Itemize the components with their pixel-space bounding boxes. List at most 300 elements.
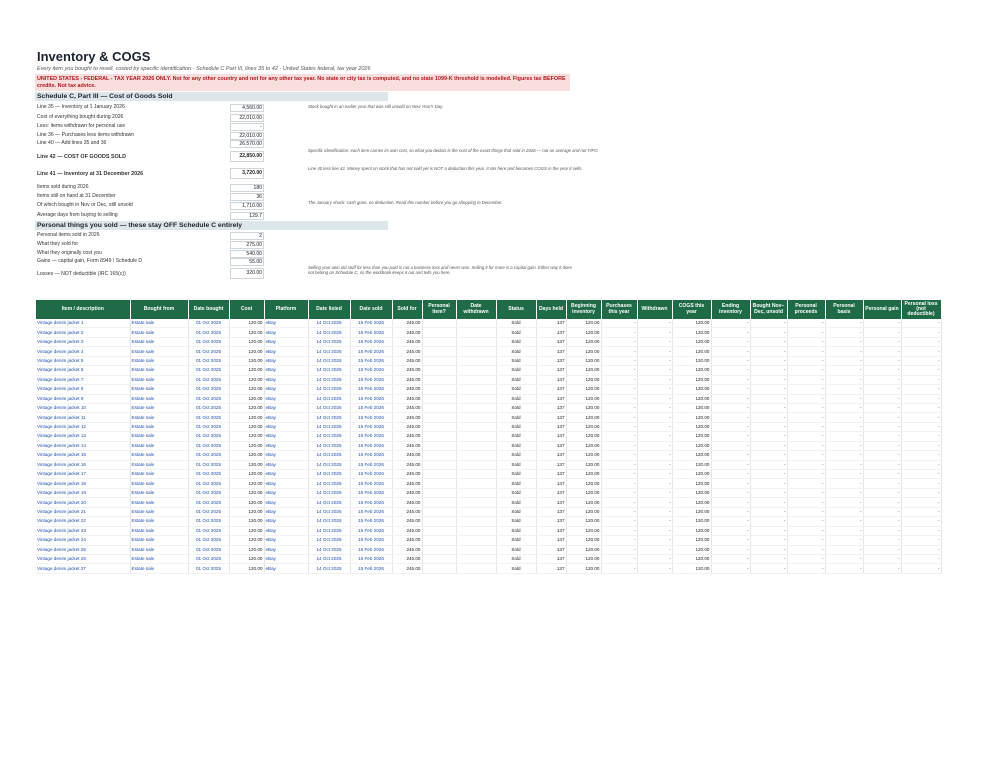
column-header[interactable]: Platform bbox=[264, 300, 308, 319]
table-row[interactable] bbox=[36, 413, 941, 422]
table-cell[interactable]: - bbox=[750, 507, 787, 516]
table-cell[interactable] bbox=[422, 554, 456, 563]
table-cell[interactable]: 120.00 bbox=[566, 545, 601, 554]
table-row[interactable] bbox=[36, 545, 941, 554]
table-cell[interactable]: Estate sale bbox=[130, 441, 188, 450]
table-cell[interactable]: - bbox=[601, 526, 637, 535]
cogs-value-items-sold[interactable]: 180 bbox=[230, 184, 264, 192]
table-cell[interactable]: Vintage denim jacket 18 bbox=[36, 479, 130, 488]
table-cell[interactable]: - bbox=[787, 451, 825, 460]
table-cell[interactable]: 01 Oct 2025 bbox=[188, 403, 229, 412]
table-cell[interactable]: Estate sale bbox=[130, 356, 188, 365]
table-cell[interactable]: - bbox=[825, 347, 863, 356]
table-cell[interactable]: 120.00 bbox=[672, 413, 711, 422]
table-cell[interactable]: 137 bbox=[536, 545, 566, 554]
table-cell[interactable]: 137 bbox=[536, 413, 566, 422]
table-cell[interactable]: - bbox=[787, 536, 825, 545]
table-cell[interactable]: Vintage denim jacket 8 bbox=[36, 385, 130, 394]
table-cell[interactable]: - bbox=[750, 564, 787, 573]
table-cell[interactable]: eBay bbox=[264, 422, 308, 431]
table-cell[interactable]: Sold bbox=[496, 488, 536, 497]
table-cell[interactable] bbox=[422, 470, 456, 479]
table-cell[interactable]: - bbox=[750, 347, 787, 356]
table-cell[interactable]: - bbox=[750, 498, 787, 507]
table-cell[interactable]: 245.00 bbox=[392, 536, 422, 545]
table-cell[interactable]: 01 Oct 2025 bbox=[188, 432, 229, 441]
table-cell[interactable]: 137 bbox=[536, 394, 566, 403]
table-cell[interactable]: - bbox=[750, 441, 787, 450]
table-cell[interactable]: - bbox=[901, 441, 941, 450]
column-header[interactable]: Personal gain bbox=[863, 300, 901, 319]
table-cell[interactable]: 137 bbox=[536, 507, 566, 516]
table-cell[interactable]: - bbox=[750, 394, 787, 403]
table-cell[interactable]: 120.00 bbox=[672, 441, 711, 450]
table-cell[interactable] bbox=[422, 366, 456, 375]
table-cell[interactable]: Vintage denim jacket 14 bbox=[36, 441, 130, 450]
table-cell[interactable]: 15 Feb 2026 bbox=[350, 347, 392, 356]
table-cell[interactable]: - bbox=[901, 470, 941, 479]
table-cell[interactable]: - bbox=[711, 413, 750, 422]
table-cell[interactable]: 120.00 bbox=[229, 488, 264, 497]
table-cell[interactable]: 120.00 bbox=[672, 488, 711, 497]
table-cell[interactable]: 120.00 bbox=[672, 545, 711, 554]
table-cell[interactable]: - bbox=[711, 507, 750, 516]
table-cell[interactable]: 245.00 bbox=[392, 451, 422, 460]
table-cell[interactable]: - bbox=[825, 413, 863, 422]
table-cell[interactable]: Vintage denim jacket 11 bbox=[36, 413, 130, 422]
table-cell[interactable]: 14 Oct 2025 bbox=[308, 337, 350, 346]
table-cell[interactable]: 15 Feb 2026 bbox=[350, 564, 392, 573]
table-cell[interactable]: 120.00 bbox=[566, 403, 601, 412]
table-cell[interactable]: - bbox=[637, 403, 672, 412]
table-cell[interactable] bbox=[422, 432, 456, 441]
table-cell[interactable]: 137 bbox=[536, 564, 566, 573]
table-cell[interactable]: 120.00 bbox=[229, 545, 264, 554]
table-cell[interactable]: - bbox=[863, 479, 901, 488]
column-header[interactable]: COGS this year bbox=[672, 300, 711, 319]
table-cell[interactable]: - bbox=[825, 451, 863, 460]
table-cell[interactable]: 120.00 bbox=[566, 479, 601, 488]
table-cell[interactable]: - bbox=[750, 375, 787, 384]
table-cell[interactable]: 120.00 bbox=[229, 328, 264, 337]
table-cell[interactable]: - bbox=[901, 337, 941, 346]
table-cell[interactable]: Estate sale bbox=[130, 507, 188, 516]
table-cell[interactable]: 120.00 bbox=[566, 375, 601, 384]
table-cell[interactable]: eBay bbox=[264, 564, 308, 573]
table-cell[interactable] bbox=[456, 460, 496, 469]
table-cell[interactable] bbox=[456, 517, 496, 526]
table-row[interactable] bbox=[36, 403, 941, 412]
column-header[interactable]: Personal basis bbox=[825, 300, 863, 319]
table-cell[interactable]: - bbox=[863, 545, 901, 554]
table-cell[interactable]: - bbox=[901, 507, 941, 516]
table-cell[interactable]: 120.00 bbox=[566, 554, 601, 563]
table-cell[interactable]: Estate sale bbox=[130, 545, 188, 554]
table-cell[interactable]: 120.00 bbox=[566, 517, 601, 526]
table-row[interactable] bbox=[36, 488, 941, 497]
table-cell[interactable]: 15 Feb 2026 bbox=[350, 488, 392, 497]
table-cell[interactable]: 01 Oct 2025 bbox=[188, 356, 229, 365]
table-cell[interactable]: 120.00 bbox=[672, 375, 711, 384]
table-row[interactable] bbox=[36, 422, 941, 431]
table-cell[interactable]: 137 bbox=[536, 347, 566, 356]
table-cell[interactable]: Vintage denim jacket 5 bbox=[36, 356, 130, 365]
table-cell[interactable]: 14 Oct 2025 bbox=[308, 385, 350, 394]
table-cell[interactable]: 14 Oct 2025 bbox=[308, 517, 350, 526]
table-cell[interactable]: Sold bbox=[496, 536, 536, 545]
table-cell[interactable]: 01 Oct 2025 bbox=[188, 394, 229, 403]
table-cell[interactable]: - bbox=[637, 337, 672, 346]
table-cell[interactable]: - bbox=[863, 366, 901, 375]
table-cell[interactable]: - bbox=[711, 460, 750, 469]
table-cell[interactable]: Estate sale bbox=[130, 536, 188, 545]
table-cell[interactable]: 01 Oct 2025 bbox=[188, 498, 229, 507]
table-cell[interactable]: 245.00 bbox=[392, 460, 422, 469]
table-cell[interactable]: 245.00 bbox=[392, 403, 422, 412]
table-cell[interactable]: 120.00 bbox=[566, 470, 601, 479]
table-cell[interactable]: 01 Oct 2025 bbox=[188, 319, 229, 328]
table-cell[interactable]: 245.00 bbox=[392, 507, 422, 516]
table-cell[interactable]: - bbox=[863, 328, 901, 337]
table-cell[interactable]: - bbox=[825, 441, 863, 450]
table-cell[interactable]: - bbox=[901, 460, 941, 469]
table-cell[interactable] bbox=[422, 451, 456, 460]
table-cell[interactable]: Sold bbox=[496, 366, 536, 375]
table-cell[interactable]: - bbox=[901, 347, 941, 356]
table-cell[interactable]: 01 Oct 2025 bbox=[188, 554, 229, 563]
table-cell[interactable] bbox=[422, 460, 456, 469]
table-cell[interactable]: 120.00 bbox=[672, 507, 711, 516]
table-row[interactable] bbox=[36, 394, 941, 403]
table-row[interactable] bbox=[36, 337, 941, 346]
table-cell[interactable]: - bbox=[601, 403, 637, 412]
table-cell[interactable]: 120.00 bbox=[672, 394, 711, 403]
table-cell[interactable]: - bbox=[787, 403, 825, 412]
table-cell[interactable]: Vintage denim jacket 10 bbox=[36, 403, 130, 412]
table-cell[interactable]: 245.00 bbox=[392, 432, 422, 441]
table-cell[interactable]: 120.00 bbox=[672, 564, 711, 573]
table-cell[interactable]: - bbox=[901, 385, 941, 394]
table-cell[interactable]: 137 bbox=[536, 441, 566, 450]
table-cell[interactable]: 120.00 bbox=[672, 403, 711, 412]
table-cell[interactable]: - bbox=[787, 319, 825, 328]
table-row[interactable] bbox=[36, 564, 941, 573]
table-cell[interactable]: - bbox=[601, 385, 637, 394]
table-cell[interactable]: 120.00 bbox=[229, 526, 264, 535]
table-cell[interactable] bbox=[456, 479, 496, 488]
table-cell[interactable] bbox=[422, 394, 456, 403]
table-cell[interactable]: 01 Oct 2025 bbox=[188, 441, 229, 450]
table-cell[interactable]: 120.00 bbox=[229, 441, 264, 450]
table-cell[interactable]: - bbox=[863, 375, 901, 384]
table-cell[interactable]: - bbox=[601, 564, 637, 573]
table-cell[interactable]: - bbox=[825, 356, 863, 365]
table-cell[interactable]: Estate sale bbox=[130, 347, 188, 356]
table-cell[interactable]: - bbox=[825, 554, 863, 563]
table-cell[interactable]: - bbox=[711, 470, 750, 479]
table-cell[interactable]: 245.00 bbox=[392, 422, 422, 431]
cogs-value-nov-dec[interactable]: 1,710.00 bbox=[230, 202, 264, 210]
table-cell[interactable]: 01 Oct 2025 bbox=[188, 536, 229, 545]
table-cell[interactable]: 120.00 bbox=[672, 347, 711, 356]
table-cell[interactable]: 120.00 bbox=[229, 413, 264, 422]
table-cell[interactable]: - bbox=[601, 470, 637, 479]
table-cell[interactable]: - bbox=[637, 328, 672, 337]
table-cell[interactable]: - bbox=[750, 451, 787, 460]
table-cell[interactable]: - bbox=[750, 536, 787, 545]
table-cell[interactable]: - bbox=[601, 517, 637, 526]
table-cell[interactable]: - bbox=[863, 526, 901, 535]
table-cell[interactable]: 120.00 bbox=[229, 385, 264, 394]
table-cell[interactable]: 245.00 bbox=[392, 375, 422, 384]
cogs-value-purchases[interactable]: 22,010.00 bbox=[230, 114, 264, 122]
table-cell[interactable]: 14 Oct 2025 bbox=[308, 319, 350, 328]
column-header[interactable]: Withdrawn bbox=[637, 300, 672, 319]
table-cell[interactable]: 14 Oct 2025 bbox=[308, 413, 350, 422]
table-cell[interactable]: 120.00 bbox=[229, 432, 264, 441]
table-cell[interactable]: - bbox=[637, 545, 672, 554]
table-cell[interactable]: - bbox=[750, 554, 787, 563]
table-cell[interactable]: Vintage denim jacket 27 bbox=[36, 564, 130, 573]
table-cell[interactable]: Sold bbox=[496, 545, 536, 554]
table-cell[interactable]: - bbox=[863, 451, 901, 460]
table-cell[interactable]: 01 Oct 2025 bbox=[188, 375, 229, 384]
table-cell[interactable]: 01 Oct 2025 bbox=[188, 451, 229, 460]
table-cell[interactable]: 245.00 bbox=[392, 356, 422, 365]
table-cell[interactable]: - bbox=[787, 356, 825, 365]
table-cell[interactable]: 120.00 bbox=[672, 356, 711, 365]
table-cell[interactable]: - bbox=[750, 422, 787, 431]
table-cell[interactable] bbox=[422, 403, 456, 412]
table-cell[interactable]: eBay bbox=[264, 526, 308, 535]
table-row[interactable] bbox=[36, 470, 941, 479]
table-cell[interactable]: 14 Oct 2025 bbox=[308, 375, 350, 384]
table-cell[interactable]: - bbox=[787, 545, 825, 554]
table-cell[interactable]: - bbox=[637, 498, 672, 507]
table-cell[interactable]: - bbox=[863, 337, 901, 346]
table-cell[interactable]: 137 bbox=[536, 517, 566, 526]
table-cell[interactable]: 120.00 bbox=[566, 385, 601, 394]
table-cell[interactable]: - bbox=[750, 517, 787, 526]
table-cell[interactable]: eBay bbox=[264, 356, 308, 365]
table-cell[interactable]: - bbox=[750, 403, 787, 412]
table-cell[interactable]: - bbox=[750, 526, 787, 535]
table-row[interactable] bbox=[36, 375, 941, 384]
table-cell[interactable]: - bbox=[711, 545, 750, 554]
table-cell[interactable]: Estate sale bbox=[130, 422, 188, 431]
table-row[interactable] bbox=[36, 451, 941, 460]
table-cell[interactable]: 01 Oct 2025 bbox=[188, 507, 229, 516]
table-cell[interactable]: Sold bbox=[496, 422, 536, 431]
table-cell[interactable]: - bbox=[601, 479, 637, 488]
table-cell[interactable]: - bbox=[863, 356, 901, 365]
table-row[interactable] bbox=[36, 432, 941, 441]
table-cell[interactable]: 120.00 bbox=[566, 432, 601, 441]
table-cell[interactable]: 120.00 bbox=[672, 422, 711, 431]
table-cell[interactable]: eBay bbox=[264, 488, 308, 497]
table-cell[interactable]: - bbox=[787, 337, 825, 346]
table-cell[interactable]: 15 Feb 2026 bbox=[350, 554, 392, 563]
table-cell[interactable]: eBay bbox=[264, 517, 308, 526]
table-cell[interactable]: 15 Feb 2026 bbox=[350, 375, 392, 384]
table-cell[interactable]: Estate sale bbox=[130, 470, 188, 479]
table-cell[interactable]: eBay bbox=[264, 479, 308, 488]
table-cell[interactable]: - bbox=[750, 366, 787, 375]
table-row[interactable] bbox=[36, 536, 941, 545]
table-cell[interactable]: eBay bbox=[264, 319, 308, 328]
table-cell[interactable] bbox=[456, 488, 496, 497]
table-cell[interactable]: - bbox=[787, 422, 825, 431]
table-cell[interactable]: - bbox=[637, 394, 672, 403]
personal-value-cost[interactable]: 540.00 bbox=[230, 250, 264, 258]
table-cell[interactable]: 01 Oct 2025 bbox=[188, 328, 229, 337]
table-cell[interactable]: - bbox=[901, 564, 941, 573]
cogs-value-line40[interactable]: 26,570.00 bbox=[230, 140, 264, 148]
table-cell[interactable]: eBay bbox=[264, 432, 308, 441]
table-cell[interactable]: 137 bbox=[536, 319, 566, 328]
table-cell[interactable]: 14 Oct 2025 bbox=[308, 356, 350, 365]
table-cell[interactable]: 15 Feb 2026 bbox=[350, 536, 392, 545]
table-cell[interactable]: eBay bbox=[264, 451, 308, 460]
table-cell[interactable]: 15 Feb 2026 bbox=[350, 422, 392, 431]
column-header[interactable]: Personal proceeds bbox=[787, 300, 825, 319]
table-cell[interactable] bbox=[456, 337, 496, 346]
table-cell[interactable]: 245.00 bbox=[392, 366, 422, 375]
table-cell[interactable]: 120.00 bbox=[229, 470, 264, 479]
table-cell[interactable]: 15 Feb 2026 bbox=[350, 385, 392, 394]
table-cell[interactable] bbox=[422, 564, 456, 573]
table-cell[interactable]: Vintage denim jacket 19 bbox=[36, 488, 130, 497]
table-cell[interactable]: - bbox=[637, 432, 672, 441]
column-header[interactable]: Cost bbox=[229, 300, 264, 319]
table-cell[interactable]: Estate sale bbox=[130, 526, 188, 535]
table-cell[interactable]: - bbox=[863, 536, 901, 545]
table-cell[interactable]: 14 Oct 2025 bbox=[308, 328, 350, 337]
table-cell[interactable] bbox=[422, 441, 456, 450]
table-cell[interactable]: 245.00 bbox=[392, 517, 422, 526]
table-cell[interactable]: - bbox=[901, 545, 941, 554]
table-cell[interactable]: Sold bbox=[496, 319, 536, 328]
table-cell[interactable]: Sold bbox=[496, 356, 536, 365]
table-row[interactable] bbox=[36, 554, 941, 563]
table-cell[interactable]: - bbox=[637, 366, 672, 375]
table-cell[interactable]: 137 bbox=[536, 554, 566, 563]
table-cell[interactable]: - bbox=[825, 403, 863, 412]
table-cell[interactable]: Vintage denim jacket 13 bbox=[36, 432, 130, 441]
table-cell[interactable]: Estate sale bbox=[130, 460, 188, 469]
table-cell[interactable]: 15 Feb 2026 bbox=[350, 403, 392, 412]
table-cell[interactable]: 137 bbox=[536, 488, 566, 497]
table-cell[interactable]: Estate sale bbox=[130, 319, 188, 328]
table-cell[interactable]: Sold bbox=[496, 479, 536, 488]
table-cell[interactable]: Estate sale bbox=[130, 479, 188, 488]
table-cell[interactable]: Vintage denim jacket 23 bbox=[36, 526, 130, 535]
table-cell[interactable]: - bbox=[787, 441, 825, 450]
table-cell[interactable]: - bbox=[750, 460, 787, 469]
table-cell[interactable]: 245.00 bbox=[392, 564, 422, 573]
table-cell[interactable]: 120.00 bbox=[672, 337, 711, 346]
table-cell[interactable]: 01 Oct 2025 bbox=[188, 564, 229, 573]
table-cell[interactable]: Estate sale bbox=[130, 413, 188, 422]
table-cell[interactable] bbox=[456, 545, 496, 554]
table-cell[interactable]: - bbox=[901, 488, 941, 497]
column-header[interactable]: Personal item? bbox=[422, 300, 456, 319]
table-cell[interactable]: - bbox=[637, 564, 672, 573]
table-cell[interactable]: - bbox=[901, 366, 941, 375]
table-cell[interactable]: - bbox=[787, 488, 825, 497]
table-cell[interactable]: - bbox=[750, 328, 787, 337]
table-cell[interactable]: 120.00 bbox=[229, 498, 264, 507]
table-cell[interactable]: Estate sale bbox=[130, 385, 188, 394]
table-cell[interactable] bbox=[456, 375, 496, 384]
table-cell[interactable] bbox=[456, 413, 496, 422]
table-cell[interactable]: - bbox=[601, 356, 637, 365]
table-cell[interactable]: - bbox=[711, 564, 750, 573]
table-cell[interactable]: Estate sale bbox=[130, 366, 188, 375]
table-cell[interactable]: - bbox=[901, 356, 941, 365]
table-cell[interactable]: - bbox=[901, 526, 941, 535]
table-cell[interactable] bbox=[422, 498, 456, 507]
table-cell[interactable]: - bbox=[601, 545, 637, 554]
table-cell[interactable]: - bbox=[711, 479, 750, 488]
table-cell[interactable]: 14 Oct 2025 bbox=[308, 554, 350, 563]
table-cell[interactable]: - bbox=[750, 319, 787, 328]
table-cell[interactable]: 15 Feb 2026 bbox=[350, 432, 392, 441]
table-cell[interactable]: Sold bbox=[496, 498, 536, 507]
table-cell[interactable]: Vintage denim jacket 4 bbox=[36, 347, 130, 356]
table-row[interactable] bbox=[36, 328, 941, 337]
table-cell[interactable]: 14 Oct 2025 bbox=[308, 347, 350, 356]
table-cell[interactable]: - bbox=[750, 337, 787, 346]
table-cell[interactable] bbox=[422, 488, 456, 497]
column-header[interactable]: Date listed bbox=[308, 300, 350, 319]
table-cell[interactable]: 15 Feb 2026 bbox=[350, 337, 392, 346]
table-row[interactable] bbox=[36, 526, 941, 535]
table-cell[interactable] bbox=[456, 526, 496, 535]
table-row[interactable] bbox=[36, 517, 941, 526]
table-cell[interactable]: eBay bbox=[264, 394, 308, 403]
table-cell[interactable]: eBay bbox=[264, 554, 308, 563]
column-header[interactable]: Date withdrawn bbox=[456, 300, 496, 319]
table-cell[interactable]: Vintage denim jacket 21 bbox=[36, 507, 130, 516]
table-cell[interactable]: 120.00 bbox=[229, 554, 264, 563]
table-cell[interactable]: eBay bbox=[264, 413, 308, 422]
table-cell[interactable]: - bbox=[863, 385, 901, 394]
table-cell[interactable]: 15 Feb 2026 bbox=[350, 517, 392, 526]
table-cell[interactable]: eBay bbox=[264, 460, 308, 469]
table-cell[interactable]: - bbox=[637, 517, 672, 526]
table-cell[interactable] bbox=[456, 564, 496, 573]
table-cell[interactable]: - bbox=[637, 347, 672, 356]
table-cell[interactable]: - bbox=[637, 356, 672, 365]
column-header[interactable]: Date sold bbox=[350, 300, 392, 319]
table-row[interactable] bbox=[36, 347, 941, 356]
table-cell[interactable]: 137 bbox=[536, 460, 566, 469]
table-cell[interactable]: 15 Feb 2026 bbox=[350, 498, 392, 507]
table-cell[interactable]: 137 bbox=[536, 526, 566, 535]
table-cell[interactable]: 01 Oct 2025 bbox=[188, 526, 229, 535]
table-cell[interactable]: - bbox=[863, 507, 901, 516]
table-cell[interactable]: - bbox=[637, 479, 672, 488]
table-cell[interactable]: Vintage denim jacket 22 bbox=[36, 517, 130, 526]
table-cell[interactable]: Sold bbox=[496, 441, 536, 450]
table-cell[interactable]: 01 Oct 2025 bbox=[188, 460, 229, 469]
table-row[interactable] bbox=[36, 498, 941, 507]
table-cell[interactable]: - bbox=[825, 460, 863, 469]
table-cell[interactable]: 137 bbox=[536, 479, 566, 488]
table-cell[interactable] bbox=[422, 517, 456, 526]
table-cell[interactable]: 120.00 bbox=[229, 394, 264, 403]
